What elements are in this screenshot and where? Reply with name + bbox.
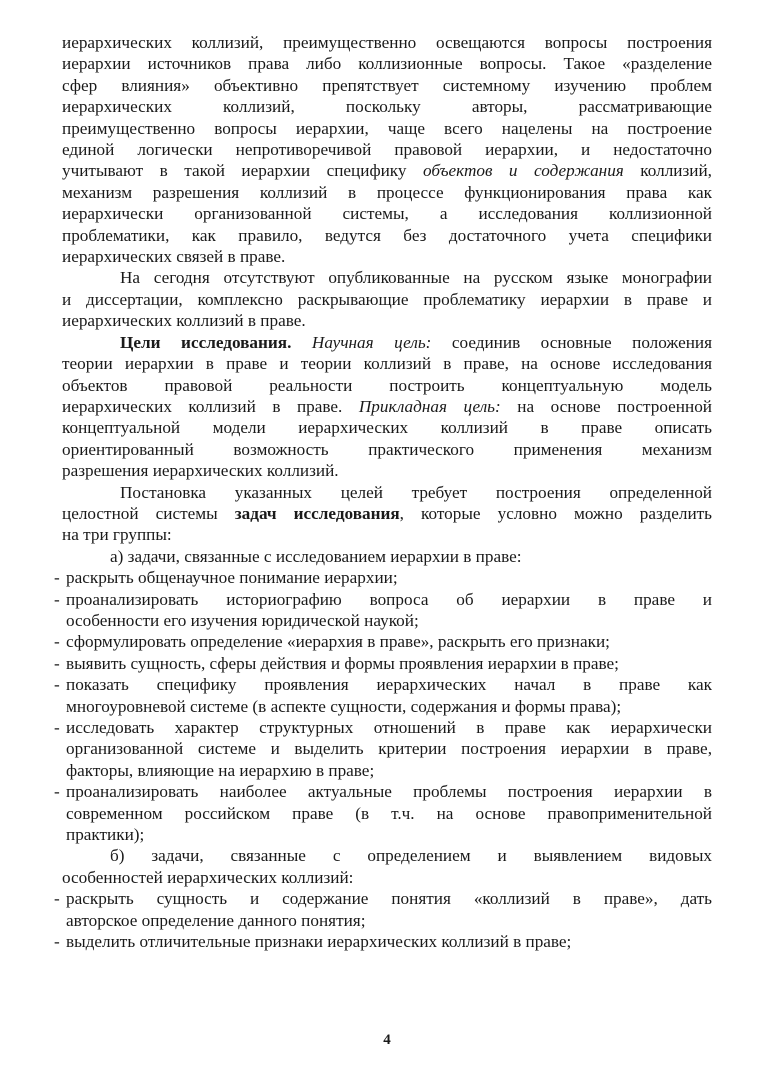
paragraph-2 (62, 267, 712, 331)
text-line: проанализировать наиболее актуальные проблемы построения иерархии в (66, 782, 712, 802)
page-number: 4 (383, 1032, 391, 1048)
task-group-a (54, 546, 712, 846)
bold-text: задач исследования (234, 503, 400, 523)
text-line: иерархических коллизий в праве. (62, 311, 306, 331)
list-marker: - (54, 718, 60, 737)
list-item (54, 631, 712, 652)
text-line: исследовать характер структурных отношений в праве как иерархически (66, 718, 712, 737)
text-line: организованной системе и выделить критерии построения иерархии в праве, (66, 739, 712, 759)
paragraph-goals (62, 332, 712, 482)
text-line (62, 396, 712, 417)
text-run: целостной системы (62, 503, 235, 523)
list-item (54, 567, 712, 588)
text-line: иерархических коллизий, поскольку авторы, рассматривающие (62, 97, 712, 117)
text-run: на основе построенной (500, 396, 712, 416)
text-line: проблематики, как правило, ведутся без достаточного учета специфики (62, 225, 712, 245)
list-marker: - (54, 653, 60, 673)
list-item (54, 653, 712, 674)
list-item (54, 674, 712, 717)
text-line: На сегодня отсутствуют опубликованные на русском языке монографии (120, 268, 712, 288)
text-line: и диссертации, комплексно раскрывающие проблематику иерархии в праве и (62, 289, 712, 309)
group-heading: б) задачи, связанные с определением и выявлением видовых (110, 846, 712, 866)
list-marker: - (54, 568, 60, 588)
list-item (54, 589, 712, 632)
list-item (54, 931, 712, 952)
text-line: особенности его изучения юридической наукой; (66, 610, 419, 630)
text-line: иерархии источников права либо коллизионные вопросы. Такое «разделение (62, 54, 712, 74)
text-line: раскрыть общенаучное понимание иерархии; (66, 568, 398, 588)
text-line: факторы, влияющие на иерархию в праве; (66, 760, 375, 780)
text-line: на три группы: (62, 525, 172, 545)
emphasis-text: Прикладная цель: (358, 396, 501, 416)
list-marker: - (54, 675, 60, 695)
list-marker: - (54, 932, 60, 952)
text-line: теории иерархии в праве и теории коллизий в праве, на основе исследования (62, 354, 712, 374)
group-heading: а) задачи, связанные с исследованием иерархии в праве: (110, 546, 522, 566)
text-line: преимущественно вопросы иерархии, чаще всего нацелены на построение (62, 118, 712, 138)
task-group-b (54, 845, 712, 952)
text-line: выявить сущность, сферы действия и формы проявления иерархии в праве; (66, 653, 619, 673)
text-line: выделить отличительные признаки иерархических коллизий в праве; (66, 932, 572, 952)
text-line: объектов правовой реальности построить концептуальную модель (62, 375, 712, 395)
text-line (62, 332, 712, 353)
list-marker: - (54, 782, 60, 802)
emphasis-text: объектов и содержания (423, 161, 624, 181)
list-item (54, 781, 712, 845)
text-line: иерархических связей в праве. (62, 247, 286, 267)
text-line: концептуальной модели иерархических коллизий в праве описать (62, 418, 712, 438)
text-run: иерархических коллизий в праве. (62, 396, 359, 416)
text-line: иерархически организованной системы, а исследования коллизионной (62, 204, 712, 224)
text-run: соединив основные положения (431, 332, 713, 352)
text-line: проанализировать историографию вопроса об иерархии в праве и (66, 589, 712, 609)
text-line: показать специфику проявления иерархических начал в праве как (66, 675, 712, 695)
text-line: практики); (66, 825, 145, 845)
text-line: иерархических коллизий, преимущественно освещаются вопросы построения (62, 33, 712, 52)
text-line: сформулировать определение «иерархия в праве», раскрыть его признаки; (66, 632, 610, 652)
text-run: учитывают в такой иерархии специфику (62, 161, 423, 181)
section-heading: Цели исследования. (120, 332, 292, 352)
text-line: разрешения иерархических коллизий. (62, 461, 339, 481)
text-line: современном российском праве (в т.ч. на основе правоприменительной (66, 803, 712, 823)
text-line: сфер влияния» объективно препятствует системному изучению проблем (62, 75, 712, 95)
text-line (62, 160, 712, 181)
text-line: авторское определение данного понятия; (66, 910, 366, 930)
text-line: механизм разрешения коллизий в процессе функционирования права как (62, 182, 712, 202)
text-line: Постановка указанных целей требует построения определенной (120, 482, 712, 502)
text-line: единой логически непротиворечивой правовой иерархии, и недостаточно (62, 140, 712, 160)
list-marker: - (54, 632, 60, 652)
emphasis-text: Научная цель: (311, 332, 432, 352)
text-line (62, 503, 712, 524)
paragraph-tasks (62, 482, 712, 546)
group-heading: особенностей иерархических коллизий: (62, 867, 354, 887)
text-line: многоуровневой системе (в аспекте сущности, содержания и формы права); (66, 696, 622, 716)
list-item (54, 717, 712, 781)
text-run: коллизий, (623, 161, 712, 181)
text-line: ориентированный возможность практического применения механизм (62, 439, 712, 459)
text-run: , которые условно можно разделить (399, 503, 712, 523)
list-marker: - (54, 889, 60, 909)
text-line: раскрыть сущность и содержание понятия «коллизий в праве», дать (66, 889, 712, 909)
paragraph-1 (62, 32, 712, 267)
list-marker: - (54, 589, 60, 609)
list-item (54, 888, 712, 931)
